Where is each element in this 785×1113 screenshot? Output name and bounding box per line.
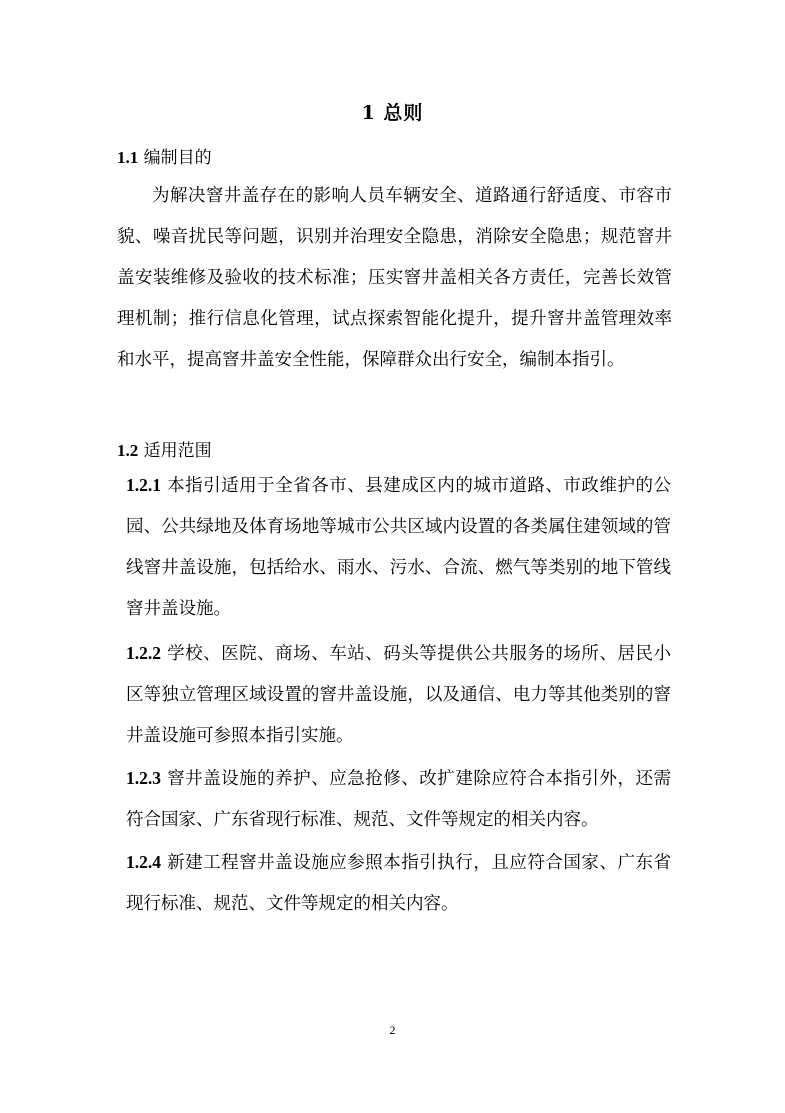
section-1-1-body: 为解决窨井盖存在的影响人员车辆安全、道路通行舒适度、市容市貌、噪音扰民等问题，识别并治理安全隐患，消除安全隐患；规范窨井盖安装维修及验收的技术标准；压实窨井盖相关各方责任，完善长效管理机制；推行信息化管理，试点探索智能化提升，提升窨井盖管理效率和水平，提高窨井盖安全性能，保障群众出行安全，编制本指引。 (117, 186, 672, 370)
section-title: 编制目的 (143, 148, 212, 168)
section-number: 1.1 (117, 148, 139, 167)
clause-number: 1.2.3 (126, 768, 161, 788)
section-heading-1-1 (117, 143, 212, 168)
section-heading-1-2 (117, 436, 212, 461)
page-number: 2 (389, 1023, 396, 1037)
clause-number: 1.2.4 (126, 852, 161, 872)
clause-1-2-3 (126, 758, 671, 841)
clause-text: 新建工程窨井盖设施应参照本指引执行，且应符合国家、广东省现行标准、规范、文件等规定的相关内容。 (126, 853, 671, 914)
clause-number: 1.2.2 (126, 643, 161, 663)
clause-number: 1.2.1 (126, 475, 161, 495)
clause-1-2-1 (126, 465, 671, 630)
chapter-title: 1 总则 (361, 102, 424, 124)
clause-text: 学校、医院、商场、车站、码头等提供公共服务的场所、居民小区等独立管理区域设置的窨井盖设施，以及通信、电力等其他类别的窨井盖设施可参照本指引实施。 (126, 644, 671, 746)
clause-text: 本指引适用于全省各市、县建成区内的城市道路、市政维护的公园、公共绿地及体育场地等城市公共区域内设置的各类属住建领域的管线窨井盖设施，包括给水、雨水、污水、合流、燃气等类别的地下管线窨井盖设施。 (126, 476, 671, 619)
section-number: 1.2 (117, 441, 139, 460)
section-title: 适用范围 (143, 441, 212, 461)
clause-1-2-4 (126, 842, 671, 925)
clause-1-2-2 (126, 633, 671, 757)
clause-text: 窨井盖设施的养护、应急抢修、改扩建除应符合本指引外，还需符合国家、广东省现行标准、规范、文件等规定的相关内容。 (126, 769, 671, 830)
